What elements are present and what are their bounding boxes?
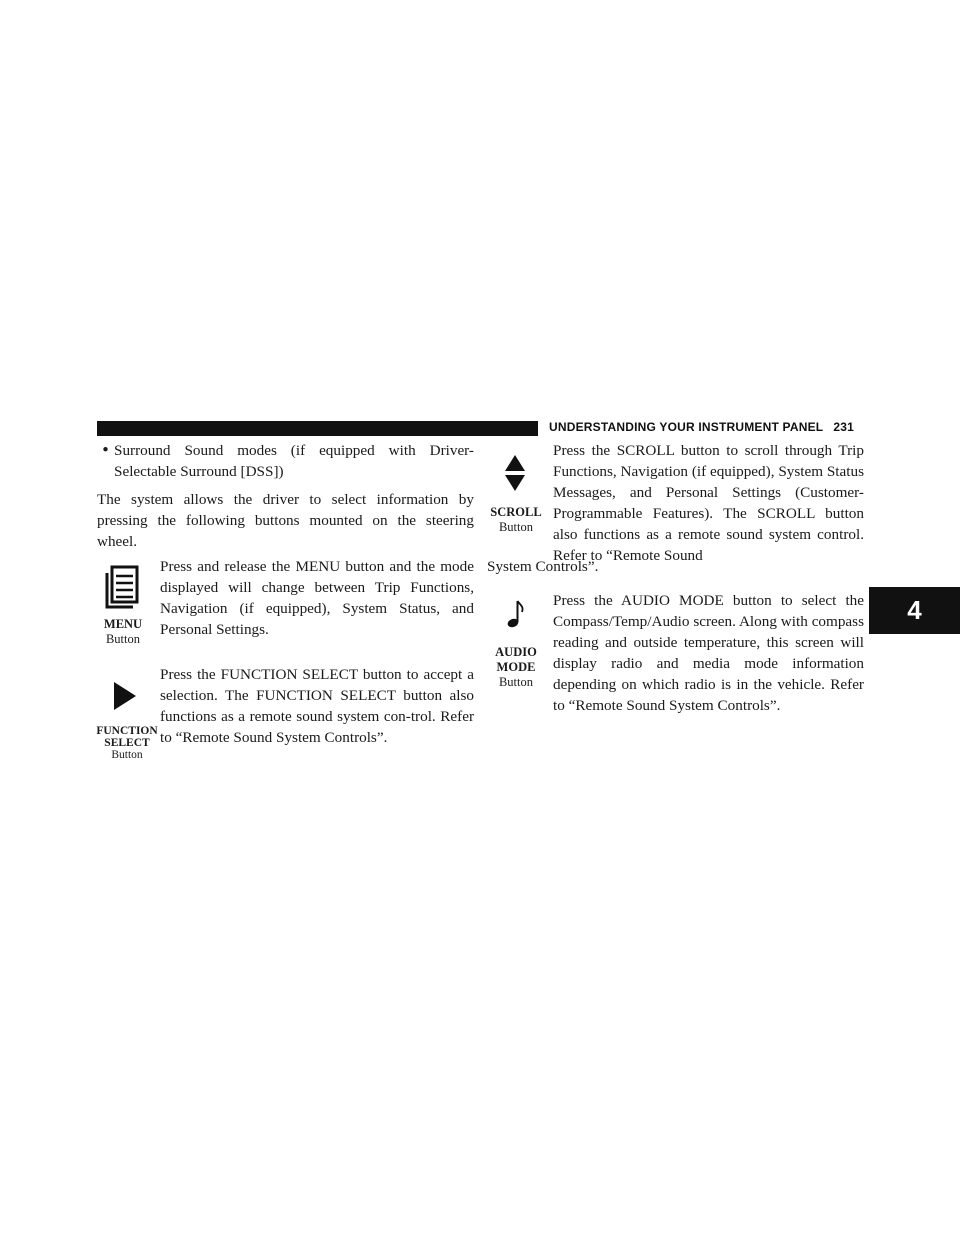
scroll-description-continued: System Controls”. [487, 558, 599, 575]
audio-mode-description: Press the AUDIO MODE button to select the Compass/Temp/Audio screen. Along with compass reading and outside temperature, this screen will display radio and media mode information depending on which radio is in the vehicle. Refer to “Remote Sound System Controls”. [553, 592, 864, 714]
menu-caption-line2: Button [105, 632, 141, 646]
bullet-text: Surround Sound modes (if equipped with Driver-Selectable Surround [DSS]) [114, 442, 474, 480]
intro-paragraph: The system allows the driver to select information by pressing the following buttons mounted on the steering wheel. [97, 491, 474, 550]
menu-caption [92, 617, 154, 647]
music-note-icon [507, 600, 525, 628]
section-title: UNDERSTANDING YOUR INSTRUMENT PANEL [549, 420, 824, 434]
function-select-caption-line2: SELECT [104, 737, 150, 749]
menu-description: Press and release the MENU button and the mode displayed will change between Trip Functions, Navigation (if equipped), System Status, and Personal Settings. [160, 558, 474, 638]
scroll-caption-line1: SCROLL [490, 505, 542, 519]
scroll-description: Press the SCROLL button to scroll through Trip Functions, Navigation (if equipped), System Status Messages, and Personal Settings (Customer-Programmable Features). The SCROLL button also functions as a remote sound system control. Refer to “Remote Sound [553, 442, 864, 564]
bullet-symbol: • [101, 441, 110, 459]
function-select-caption [92, 725, 162, 761]
page-number: 231 [833, 420, 854, 434]
audio-mode-caption-line1: AUDIO [495, 645, 537, 659]
play-triangle-icon [114, 682, 136, 710]
scroll-caption-line2: Button [498, 520, 534, 534]
header-rule [97, 421, 538, 436]
function-select-caption-line1: FUNCTION [96, 725, 158, 737]
audio-mode-caption-line2: MODE [496, 660, 536, 674]
chapter-tab: 4 [869, 587, 960, 634]
menu-caption-line1: MENU [103, 617, 143, 631]
audio-mode-caption-line3: Button [498, 675, 534, 689]
audio-mode-caption [485, 645, 547, 690]
function-select-description: Press the FUNCTION SELECT button to accept a selection. The FUNCTION SELECT button also functions as a remote sound system con-trol. Refer to “Remote Sound System Controls”. [160, 666, 474, 746]
menu-list-icon [103, 565, 139, 611]
up-down-arrows-icon [505, 455, 525, 491]
running-header [549, 420, 854, 434]
function-select-caption-line3: Button [111, 749, 143, 761]
scroll-caption [485, 505, 547, 535]
